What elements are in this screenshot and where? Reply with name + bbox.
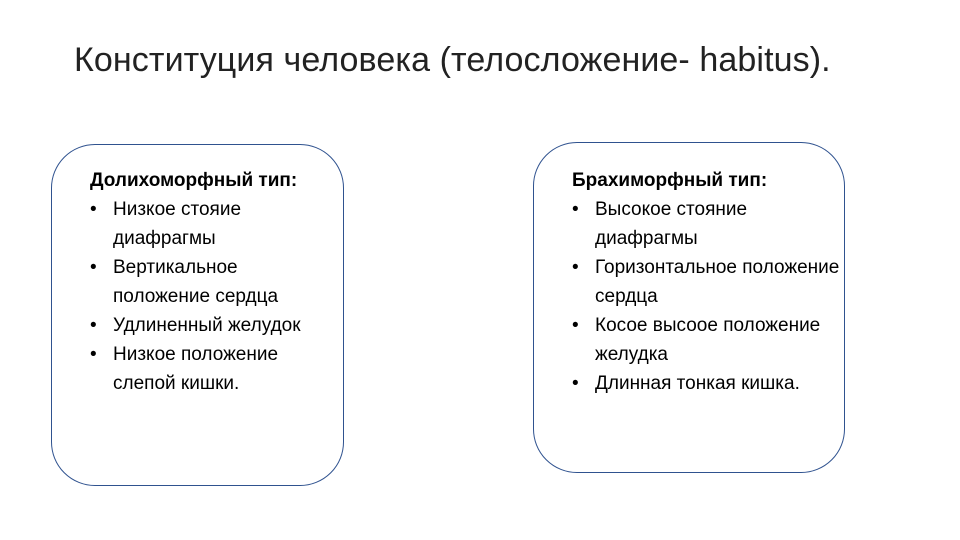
list-item: [90, 340, 335, 398]
list-item-text: Высокое стояние диафрагмы: [595, 199, 748, 249]
bullet-icon: •: [90, 315, 97, 336]
list-item-text: Удлиненный желудок: [113, 315, 301, 336]
card-heading: Долихоморфный тип:: [90, 170, 298, 191]
bullet-list: [572, 195, 842, 398]
bullet-icon: •: [572, 257, 579, 278]
list-item-text: Вертикальное положение сердца: [113, 257, 279, 307]
bullet-icon: •: [90, 344, 97, 365]
dolichomorphic-card: [51, 144, 344, 486]
bullet-icon: •: [90, 257, 97, 278]
bullet-icon: •: [572, 373, 579, 394]
list-item: [572, 369, 842, 398]
card-content: [90, 166, 335, 398]
list-item-text: Длинная тонкая кишка.: [595, 373, 800, 394]
list-item-text: Косое высоое положение желудка: [595, 315, 821, 365]
list-item: [572, 311, 842, 369]
bullet-icon: •: [572, 315, 579, 336]
list-item: [572, 195, 842, 253]
list-item: [90, 195, 335, 253]
list-item-text: Низкое положение слепой кишки.: [113, 344, 279, 394]
brachymorphic-card: [533, 142, 845, 473]
list-item: [90, 253, 335, 311]
list-item: [90, 311, 335, 340]
slide-title: Конституция человека (телосложение- habitus).: [74, 41, 831, 79]
card-heading: Брахиморфный тип:: [572, 170, 768, 191]
list-item-text: Низкое стояие диафрагмы: [113, 199, 242, 249]
card-content: [572, 166, 842, 398]
list-item: [572, 253, 842, 311]
bullet-icon: •: [572, 199, 579, 220]
bullet-list: [90, 195, 335, 398]
list-item-text: Горизонтальное положение сердца: [595, 257, 840, 307]
bullet-icon: •: [90, 199, 97, 220]
